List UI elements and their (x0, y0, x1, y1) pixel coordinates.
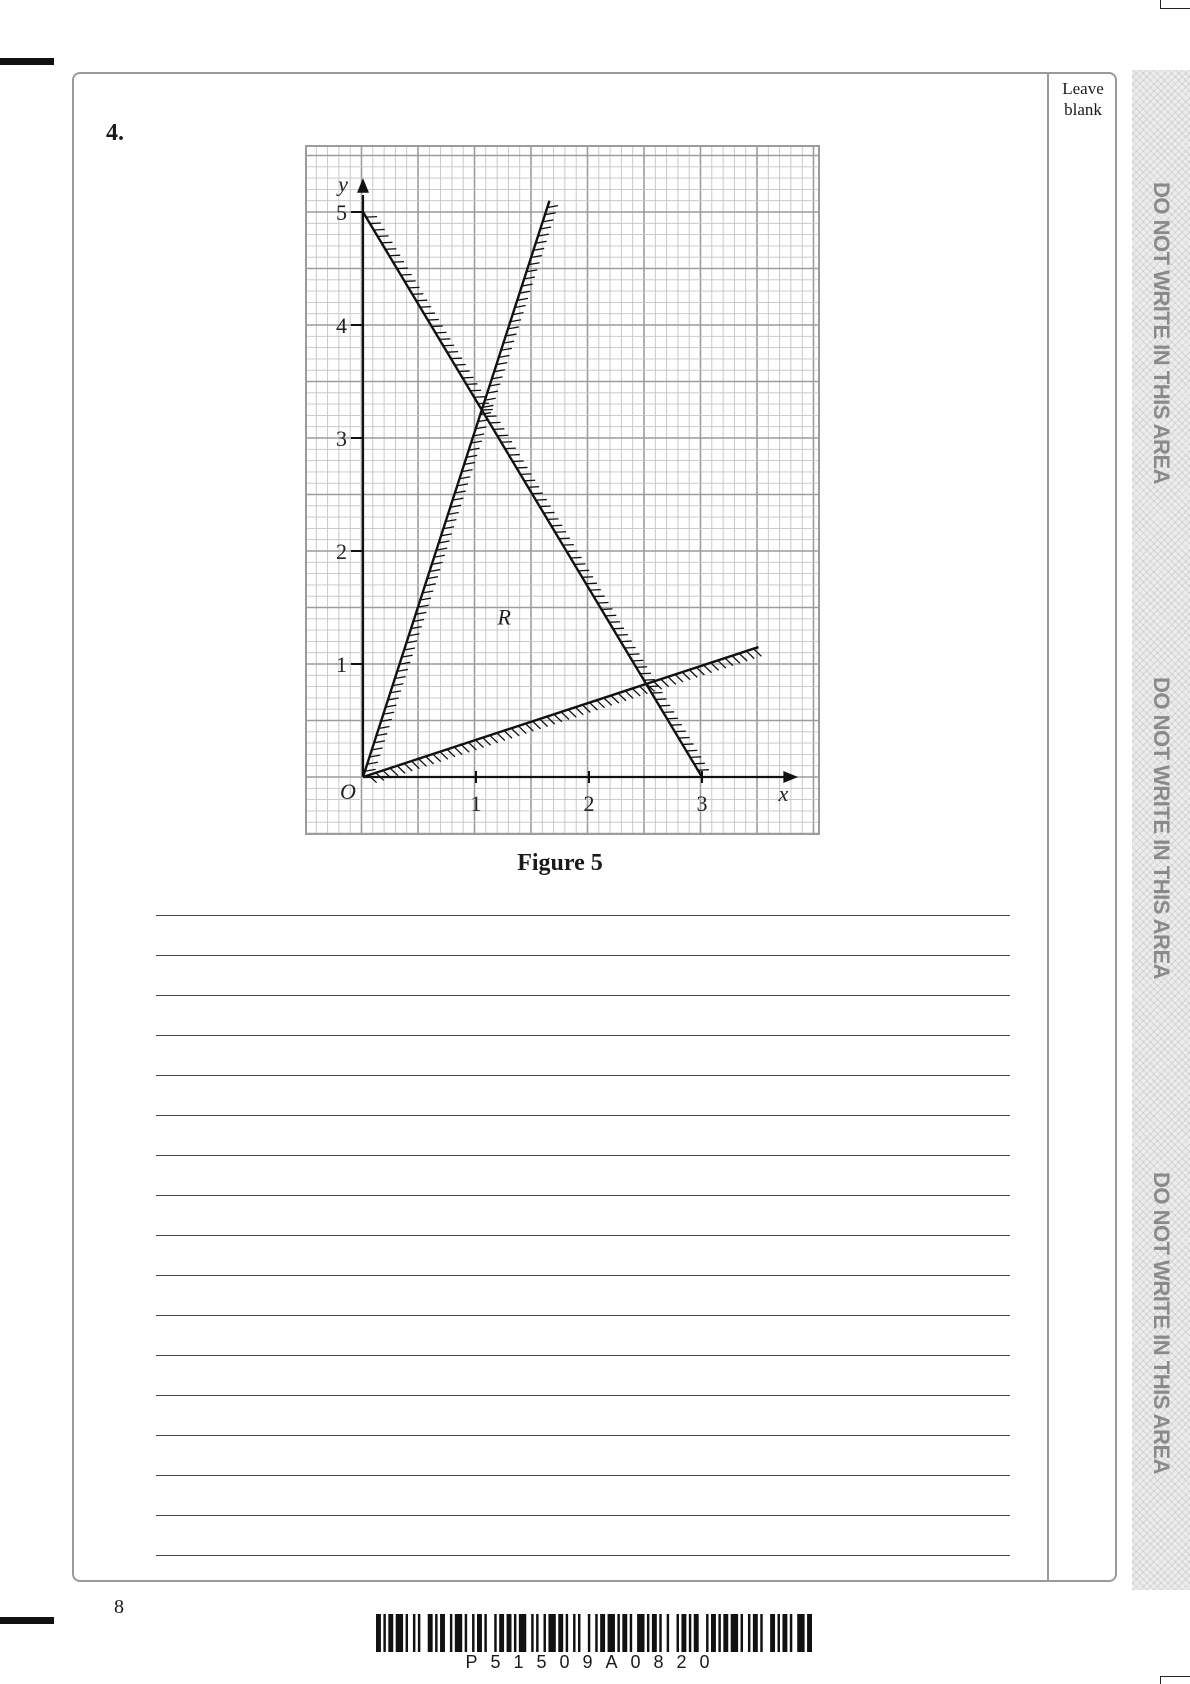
answer-line[interactable] (156, 1276, 1010, 1316)
hatch-mark (533, 721, 541, 729)
hatch-mark (571, 557, 582, 558)
hatch-mark (578, 570, 589, 571)
origin-label: O (340, 779, 356, 804)
answer-line[interactable] (156, 1476, 1010, 1516)
answer-line[interactable] (156, 1036, 1010, 1076)
crop-mark (1160, 0, 1161, 8)
hatch-mark (419, 759, 427, 767)
hatch-mark (618, 693, 626, 701)
hatch-mark (594, 596, 605, 597)
hatch-mark (385, 249, 396, 250)
barcode-bar (383, 1614, 385, 1652)
hatch-mark (483, 738, 491, 746)
hatch-mark (390, 768, 398, 776)
barcode-bar (477, 1614, 482, 1652)
hatch-mark (433, 754, 441, 762)
answer-line[interactable] (156, 1356, 1010, 1396)
answer-line[interactable] (156, 1076, 1010, 1116)
x-tick-label: 3 (696, 791, 708, 816)
barcode-bar (413, 1614, 415, 1652)
hatch-mark (568, 710, 576, 718)
hatch-mark (389, 255, 400, 256)
barcode-bar (718, 1614, 720, 1652)
x-axis-label: x (778, 781, 789, 806)
barcode (376, 1614, 812, 1652)
barcode-bar (595, 1614, 597, 1652)
hatch-mark (683, 744, 694, 745)
barcode-bar (647, 1614, 649, 1652)
hatch-mark (567, 551, 578, 552)
hatch-mark (659, 705, 670, 706)
hatch-mark (370, 223, 381, 224)
hatch-mark (536, 500, 547, 501)
hatch-mark (559, 538, 570, 539)
hatch-mark (598, 602, 609, 603)
region-label: R (497, 604, 511, 630)
grid (305, 145, 820, 835)
hatch-mark (582, 705, 590, 713)
hatch-mark (424, 313, 435, 314)
y-tick-label: 3 (336, 426, 347, 451)
y-tick-label: 5 (336, 200, 347, 225)
hatch-mark (440, 752, 448, 760)
barcode-bar (531, 1614, 533, 1652)
barcode-bar (507, 1614, 512, 1652)
hatch-mark (428, 319, 439, 320)
hatch-mark (420, 307, 431, 308)
hatch-mark (613, 628, 624, 629)
hatch-mark (509, 455, 520, 456)
barcode-bar (753, 1614, 758, 1652)
hatch-mark (582, 577, 593, 578)
hatch-mark (374, 229, 385, 230)
hatch-mark (636, 667, 647, 668)
hatch-mark (520, 474, 531, 475)
hatch-mark (632, 689, 640, 697)
y-axis-arrow (357, 178, 369, 193)
barcode-bar (566, 1614, 568, 1652)
hatch-mark (470, 390, 481, 391)
hatch-mark (416, 300, 427, 301)
y-tick-label: 1 (336, 652, 347, 677)
answer-line[interactable] (156, 1236, 1010, 1276)
barcode-bar (388, 1614, 393, 1652)
barcode-bar (376, 1614, 381, 1652)
hatch-mark (679, 738, 690, 739)
hatch-mark (486, 416, 497, 417)
barcode-bar (770, 1614, 775, 1652)
registration-bar (0, 58, 54, 65)
hatch-mark (451, 358, 462, 359)
barcode-bar (455, 1614, 462, 1652)
barcode-bar (760, 1614, 762, 1652)
hatch-mark (409, 287, 420, 288)
hatch-mark (689, 670, 697, 678)
hatch-mark (490, 735, 498, 743)
barcode-bar (807, 1614, 812, 1652)
hatch-mark (563, 545, 574, 546)
barcode-bar (637, 1614, 644, 1652)
answer-line[interactable] (156, 956, 1010, 996)
graph-figure (305, 145, 820, 835)
hatch-mark (436, 332, 447, 333)
hatch-mark (686, 750, 697, 751)
hatch-mark (432, 326, 443, 327)
hatch-mark (644, 680, 655, 681)
answer-line[interactable] (156, 1436, 1010, 1476)
registration-bar (0, 1617, 54, 1624)
hatch-mark (625, 647, 636, 648)
barcode-bar (548, 1614, 555, 1652)
hatch-mark (604, 698, 612, 706)
hatch-mark (555, 532, 566, 533)
barcode-bar (622, 1614, 627, 1652)
question-number: 4. (106, 120, 124, 146)
barcode-bar (578, 1614, 580, 1652)
barcode-bar (790, 1614, 792, 1652)
barcode-bar (440, 1614, 445, 1652)
hatch-mark (690, 757, 701, 758)
y-tick-label: 2 (336, 539, 347, 564)
hatch-mark (625, 691, 633, 699)
x-tick-label: 1 (470, 791, 482, 816)
hatch-mark (459, 371, 470, 372)
hatch-mark (393, 262, 404, 263)
hatch-mark (601, 609, 612, 610)
barcode-bar (677, 1614, 679, 1652)
hatch-mark (551, 525, 562, 526)
hatch-mark (528, 487, 539, 488)
hatch-mark (525, 724, 533, 732)
hatch-mark (694, 763, 705, 764)
barcode-bar (588, 1614, 590, 1652)
barcode-bar (465, 1614, 467, 1652)
barcode-bar (450, 1614, 452, 1652)
hatch-mark (366, 217, 377, 218)
hatch-mark (609, 622, 620, 623)
barcode-bar (435, 1614, 437, 1652)
figure-caption: Figure 5 (517, 850, 603, 876)
barcode-bar (723, 1614, 728, 1652)
barcode-bar (711, 1614, 716, 1652)
y-axis-label: y (338, 171, 348, 197)
barcode-bar (731, 1614, 738, 1652)
barcode-bar (499, 1614, 504, 1652)
x-tick-label: 2 (583, 791, 595, 816)
hatch-mark (478, 403, 489, 404)
hatch-mark (447, 352, 458, 353)
barcode-bar (484, 1614, 486, 1652)
barcode-bar (573, 1614, 575, 1652)
hatch-mark (439, 339, 450, 340)
barcode-bar (519, 1614, 526, 1652)
hatch-mark (590, 590, 601, 591)
hatch-mark (447, 749, 455, 757)
margin-notice-text: DO NOT WRITE IN THIS AREA (1149, 676, 1174, 980)
answer-line[interactable] (156, 1516, 1010, 1556)
hatch-mark (463, 377, 474, 378)
hatch-mark (698, 770, 709, 771)
barcode-bar (514, 1614, 516, 1652)
barcode-bar (418, 1614, 420, 1652)
hatch-mark (532, 493, 543, 494)
barcode-bar (689, 1614, 691, 1652)
page-number: 8 (114, 1596, 124, 1618)
hatch-mark (667, 718, 678, 719)
hatch-mark (547, 519, 558, 520)
answer-line[interactable] (156, 1196, 1010, 1236)
hatch-mark (640, 673, 651, 674)
hatch-mark (382, 242, 393, 243)
hatch-mark (501, 442, 512, 443)
barcode-bar (778, 1614, 780, 1652)
hatch-mark (378, 236, 389, 237)
barcode-bar (558, 1614, 563, 1652)
barcode-bar (741, 1614, 743, 1652)
hatch-mark (597, 700, 605, 708)
barcode-bar (748, 1614, 750, 1652)
hatch-mark (497, 733, 505, 741)
answer-line[interactable] (156, 1156, 1010, 1196)
barcode-bar (667, 1614, 669, 1652)
hatch-mark (505, 448, 516, 449)
hatch-mark (404, 763, 412, 771)
hatch-mark (668, 677, 676, 685)
barcode-bar (600, 1614, 605, 1652)
barcode-bar (608, 1614, 615, 1652)
hatch-mark (482, 410, 493, 411)
crop-mark (1160, 8, 1190, 9)
answer-line[interactable] (156, 1396, 1010, 1436)
hatch-mark (461, 745, 469, 753)
hatch-mark (663, 712, 674, 713)
hatch-mark (611, 696, 619, 704)
barcode-bar (396, 1614, 403, 1652)
barcode-bar (406, 1614, 408, 1652)
leave-blank-label: Leave blank (1062, 79, 1104, 119)
boundary-line (363, 201, 549, 777)
hatch-mark (455, 365, 466, 366)
answer-line[interactable] (156, 1316, 1010, 1356)
y-tick-label: 4 (336, 313, 347, 338)
hatch-mark (544, 512, 555, 513)
hatch-mark (671, 725, 682, 726)
hatch-mark (493, 429, 504, 430)
hatch-mark (401, 274, 412, 275)
hatch-mark (405, 281, 416, 282)
hatch-mark (497, 435, 508, 436)
barcode-bar (706, 1614, 708, 1652)
barcode-bar (630, 1614, 632, 1652)
crop-mark (1160, 1676, 1190, 1677)
hatch-mark (513, 461, 524, 462)
barcode-bar (797, 1614, 804, 1652)
barcode-text: P51509A0820 (465, 1652, 723, 1672)
hatch-mark (574, 564, 585, 565)
answer-line[interactable] (156, 996, 1010, 1036)
barcode-bar (617, 1614, 619, 1652)
barcode-bar (782, 1614, 787, 1652)
margin-notice-text: DO NOT WRITE IN THIS AREA (1149, 181, 1174, 485)
barcode-bar (472, 1614, 474, 1652)
hatch-mark (586, 583, 597, 584)
margin-line (1047, 73, 1049, 1581)
barcode-bar (652, 1614, 657, 1652)
hatch-mark (605, 615, 616, 616)
hatch-mark (628, 654, 639, 655)
hatch-mark (661, 679, 669, 687)
hatch-mark (621, 641, 632, 642)
answer-line[interactable] (156, 1116, 1010, 1156)
hatch-mark (476, 740, 484, 748)
hatch-mark (652, 693, 663, 694)
hatch-mark (732, 656, 740, 664)
barcode-bar (494, 1614, 496, 1652)
answer-line[interactable] (156, 916, 1010, 956)
hatch-mark (412, 294, 423, 295)
hatch-mark (704, 665, 712, 673)
barcode-bar (428, 1614, 433, 1652)
barcode-bar (694, 1614, 699, 1652)
hatch-mark (655, 699, 666, 700)
hatch-mark (746, 651, 754, 659)
margin-notice-text: DO NOT WRITE IN THIS AREA (1149, 1171, 1174, 1475)
barcode-bar (544, 1614, 546, 1652)
answer-lines (156, 915, 1010, 1556)
hatch-mark (397, 268, 408, 269)
barcode-bar (681, 1614, 686, 1652)
hatch-mark (474, 397, 485, 398)
hatch-mark (617, 635, 628, 636)
hatch-mark (524, 480, 535, 481)
hatch-mark (443, 345, 454, 346)
hatch-mark (675, 731, 686, 732)
hatch-mark (517, 467, 528, 468)
hatch-mark (632, 660, 643, 661)
hatch-mark (490, 422, 501, 423)
hatch-mark (454, 747, 462, 755)
figure-5 (305, 145, 820, 840)
barcode-bar (659, 1614, 661, 1652)
crop-mark (1160, 1676, 1161, 1684)
grid-border (306, 146, 819, 834)
barcode-bar (536, 1614, 538, 1652)
hatch-mark (397, 766, 405, 774)
hatch-mark (466, 384, 477, 385)
hatch-mark (540, 506, 551, 507)
